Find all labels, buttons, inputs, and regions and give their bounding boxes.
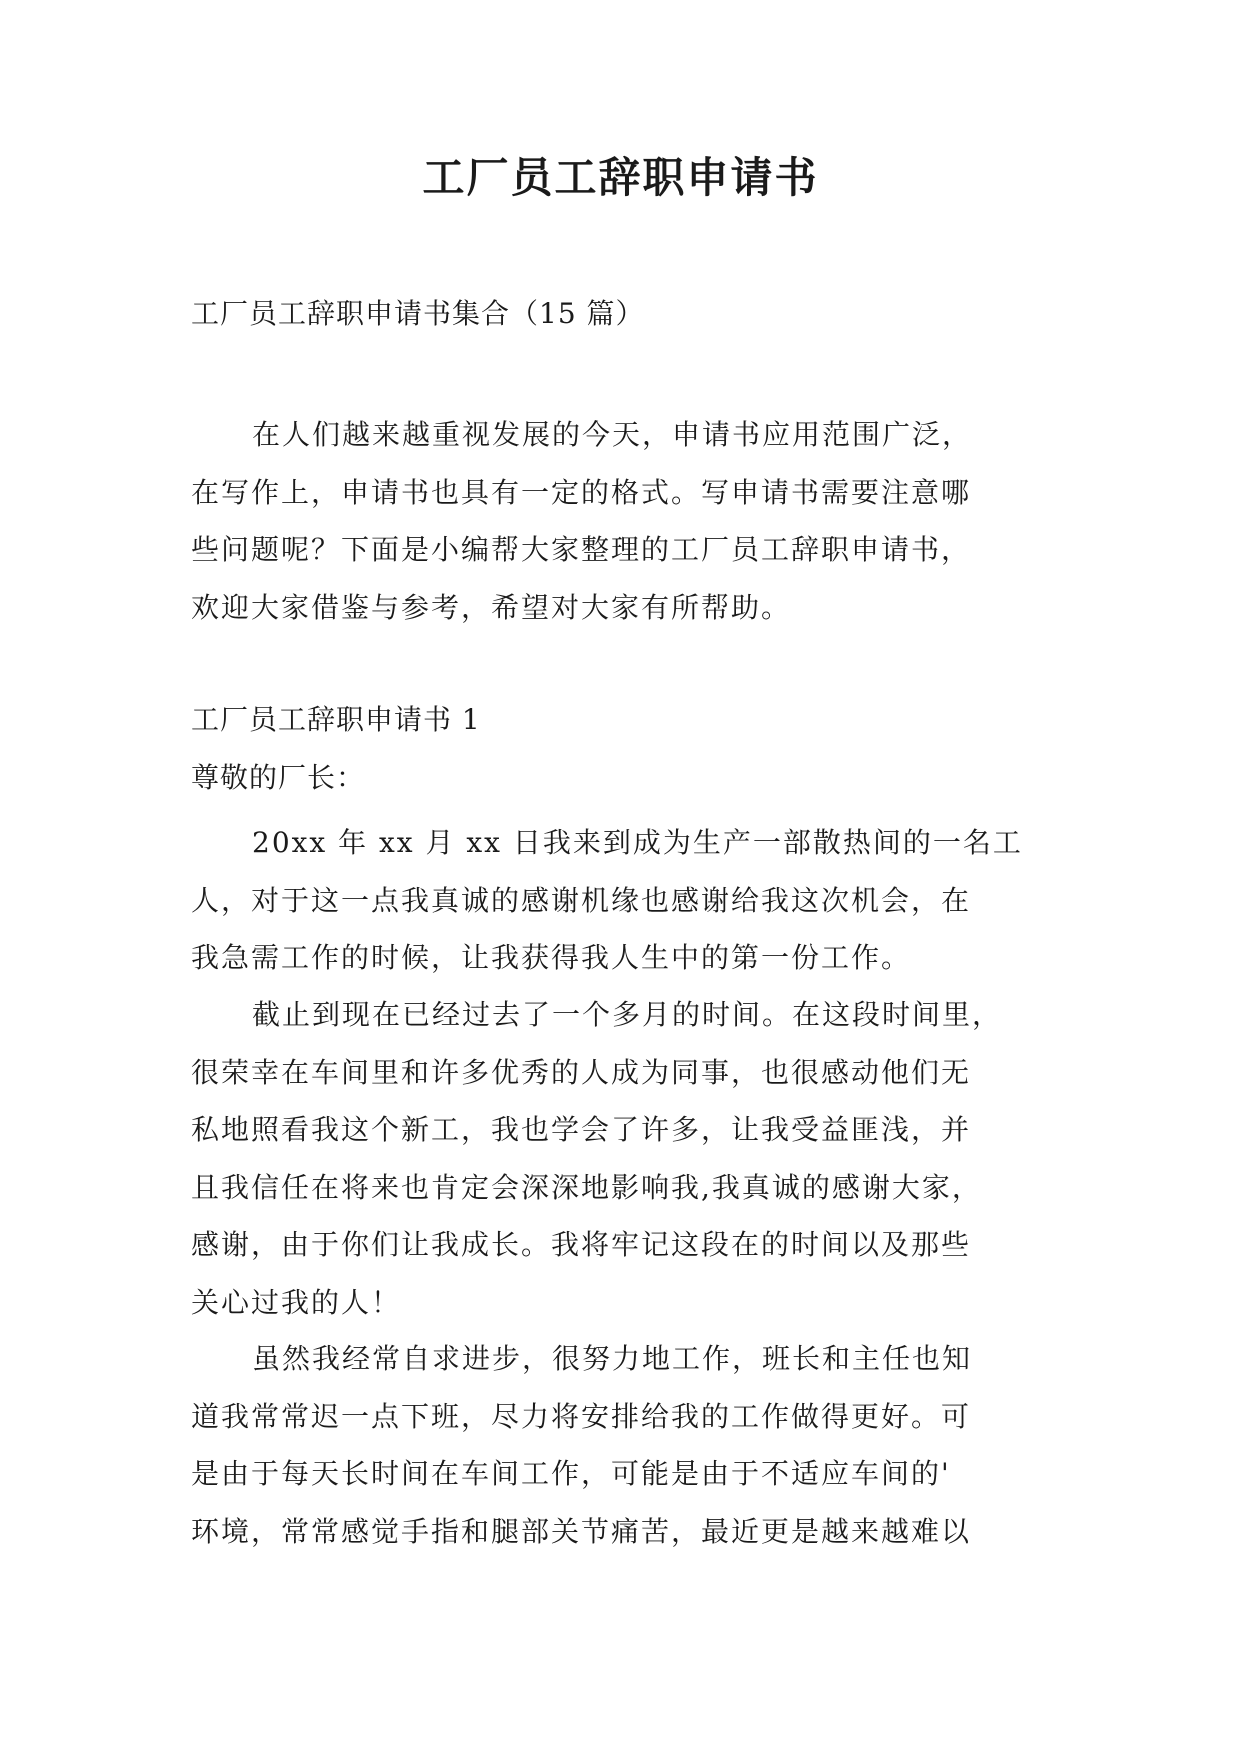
document-subtitle: 工厂员工辞职申请书集合（15 篇）	[191, 297, 645, 330]
document-title: 工厂员工辞职申请书	[422, 153, 819, 202]
paragraph-line: 人，对于这一点我真诚的感谢机缘也感谢给我这次机会，在	[191, 883, 972, 917]
paragraph-line: 环境，常常感觉手指和腿部关节痛苦，最近更是越来越难以	[191, 1514, 972, 1548]
paragraph-line: 关心过我的人！	[191, 1285, 402, 1319]
letter-heading: 工厂员工辞职申请书 1	[191, 703, 481, 736]
paragraph-line: 20xx 年 xx 月 xx 日我来到成为生产一部散热间的一名工	[252, 826, 1023, 859]
letter-paragraph	[191, 1330, 1071, 1560]
paragraph-line: 截止到现在已经过去了一个多月的时间。在这段时间里，	[252, 998, 1003, 1031]
letter-paragraph	[191, 814, 1071, 987]
paragraph-line: 道我常常迟一点下班，尽力将安排给我的工作做得更好。可	[191, 1399, 972, 1433]
intro-line: 在写作上，申请书也具有一定的格式。写申请书需要注意哪	[191, 475, 972, 509]
paragraph-line: 我急需工作的时候，让我获得我人生中的第一份工作。	[191, 941, 912, 974]
paragraph-line: 是由于每天长时间在车间工作，可能是由于不适应车间的'	[191, 1457, 951, 1490]
intro-paragraph	[191, 406, 1071, 636]
intro-line: 在人们越来越重视发展的今天，申请书应用范围广泛，	[252, 418, 973, 451]
paragraph-line: 私地照看我这个新工，我也学会了许多，让我受益匪浅，并	[191, 1113, 972, 1146]
letter-salutation: 尊敬的厂长：	[191, 761, 366, 794]
paragraph-line: 很荣幸在车间里和许多优秀的人成为同事，也很感动他们无	[191, 1055, 972, 1089]
intro-line: 些问题呢？下面是小编帮大家整理的工厂员工辞职申请书，	[191, 533, 972, 566]
paragraph-line: 且我信任在将来也肯定会深深地影响我,我真诚的感谢大家，	[191, 1170, 982, 1204]
paragraph-line: 虽然我经常自求进步，很努力地工作，班长和主任也知	[252, 1342, 973, 1375]
letter-paragraph	[191, 986, 1071, 1331]
intro-line: 欢迎大家借鉴与参考，希望对大家有所帮助。	[191, 590, 792, 624]
paragraph-line: 感谢，由于你们让我成长。我将牢记这段在的时间以及那些	[191, 1228, 972, 1261]
